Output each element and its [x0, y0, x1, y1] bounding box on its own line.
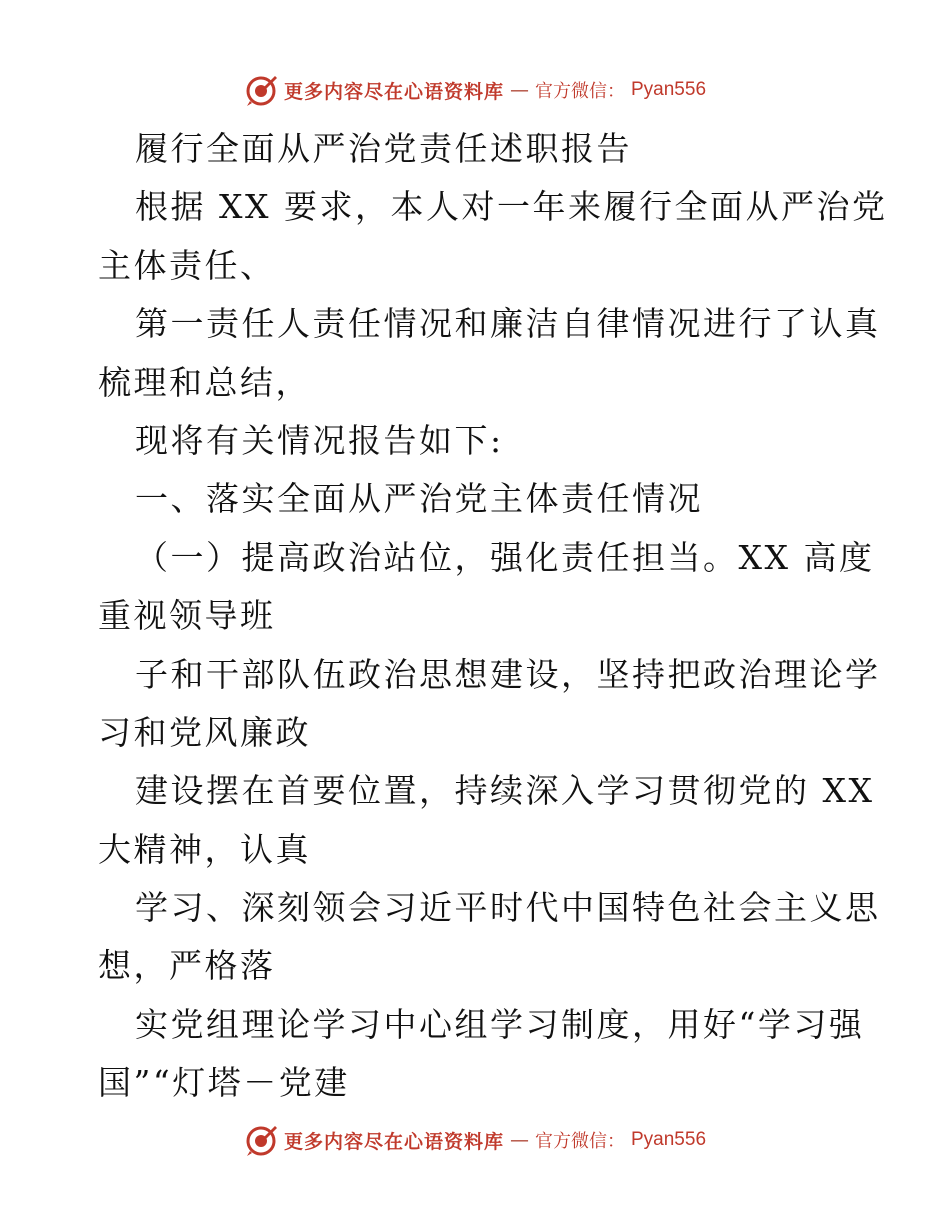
paragraph-line: 习和党风廉政 — [98, 712, 311, 752]
header-wechat-id: Pyan556 — [631, 79, 707, 100]
pen-logo-icon — [244, 1123, 278, 1157]
paragraph-line: 重视领导班 — [98, 596, 276, 636]
pen-logo-icon — [244, 73, 278, 107]
paragraph-line: 子和干部队伍政治思想建设，坚持把政治理论学 — [135, 654, 881, 694]
paragraph-line: 实党组理论学习中心组学习制度，用好“学习强 — [135, 1004, 865, 1044]
header-banner-dash: — — [510, 79, 529, 101]
paragraph-line: 第一责任人责任情况和廉洁自律情况进行了认真 — [135, 304, 881, 344]
paragraph-line: 建设摆在首要位置，持续深入学习贯彻党的 XX — [135, 771, 875, 811]
paragraph-line: 梳理和总结， — [98, 362, 311, 402]
section-heading: 一、落实全面从严治党主体责任情况 — [135, 479, 703, 519]
footer-wechat-id: Pyan556 — [631, 1129, 707, 1150]
footer-banner — [0, 1120, 950, 1160]
header-banner-content — [244, 73, 706, 107]
header-banner-text: 更多内容尽在心语资料库 — [283, 80, 504, 103]
footer-banner-text: 更多内容尽在心语资料库 — [283, 1130, 504, 1153]
header-wechat-label: 官方微信： — [535, 81, 625, 102]
header-banner — [0, 70, 950, 110]
document-title: 履行全面从严治党责任述职报告 — [135, 129, 632, 168]
paragraph-line: 根据 XX 要求，本人对一年来履行全面从严治党 — [135, 187, 888, 227]
paragraph-line: 大精神，认真 — [98, 829, 311, 869]
paragraph-line: 现将有关情况报告如下: — [135, 420, 504, 460]
paragraph-line: 国”“灯塔－党建 — [98, 1063, 350, 1103]
subsection-heading: （一）提高政治站位，强化责任担当。XX 高度 — [135, 537, 875, 577]
footer-banner-dash: — — [510, 1129, 529, 1151]
paragraph-line: 学习、深刻领会习近平时代中国特色社会主义思 — [135, 888, 881, 928]
footer-banner-content — [244, 1123, 706, 1157]
footer-wechat-label: 官方微信： — [535, 1131, 625, 1152]
document-body — [98, 120, 888, 1113]
paragraph-line: 想，严格落 — [98, 946, 276, 986]
paragraph-line: 主体责任、 — [98, 245, 276, 285]
